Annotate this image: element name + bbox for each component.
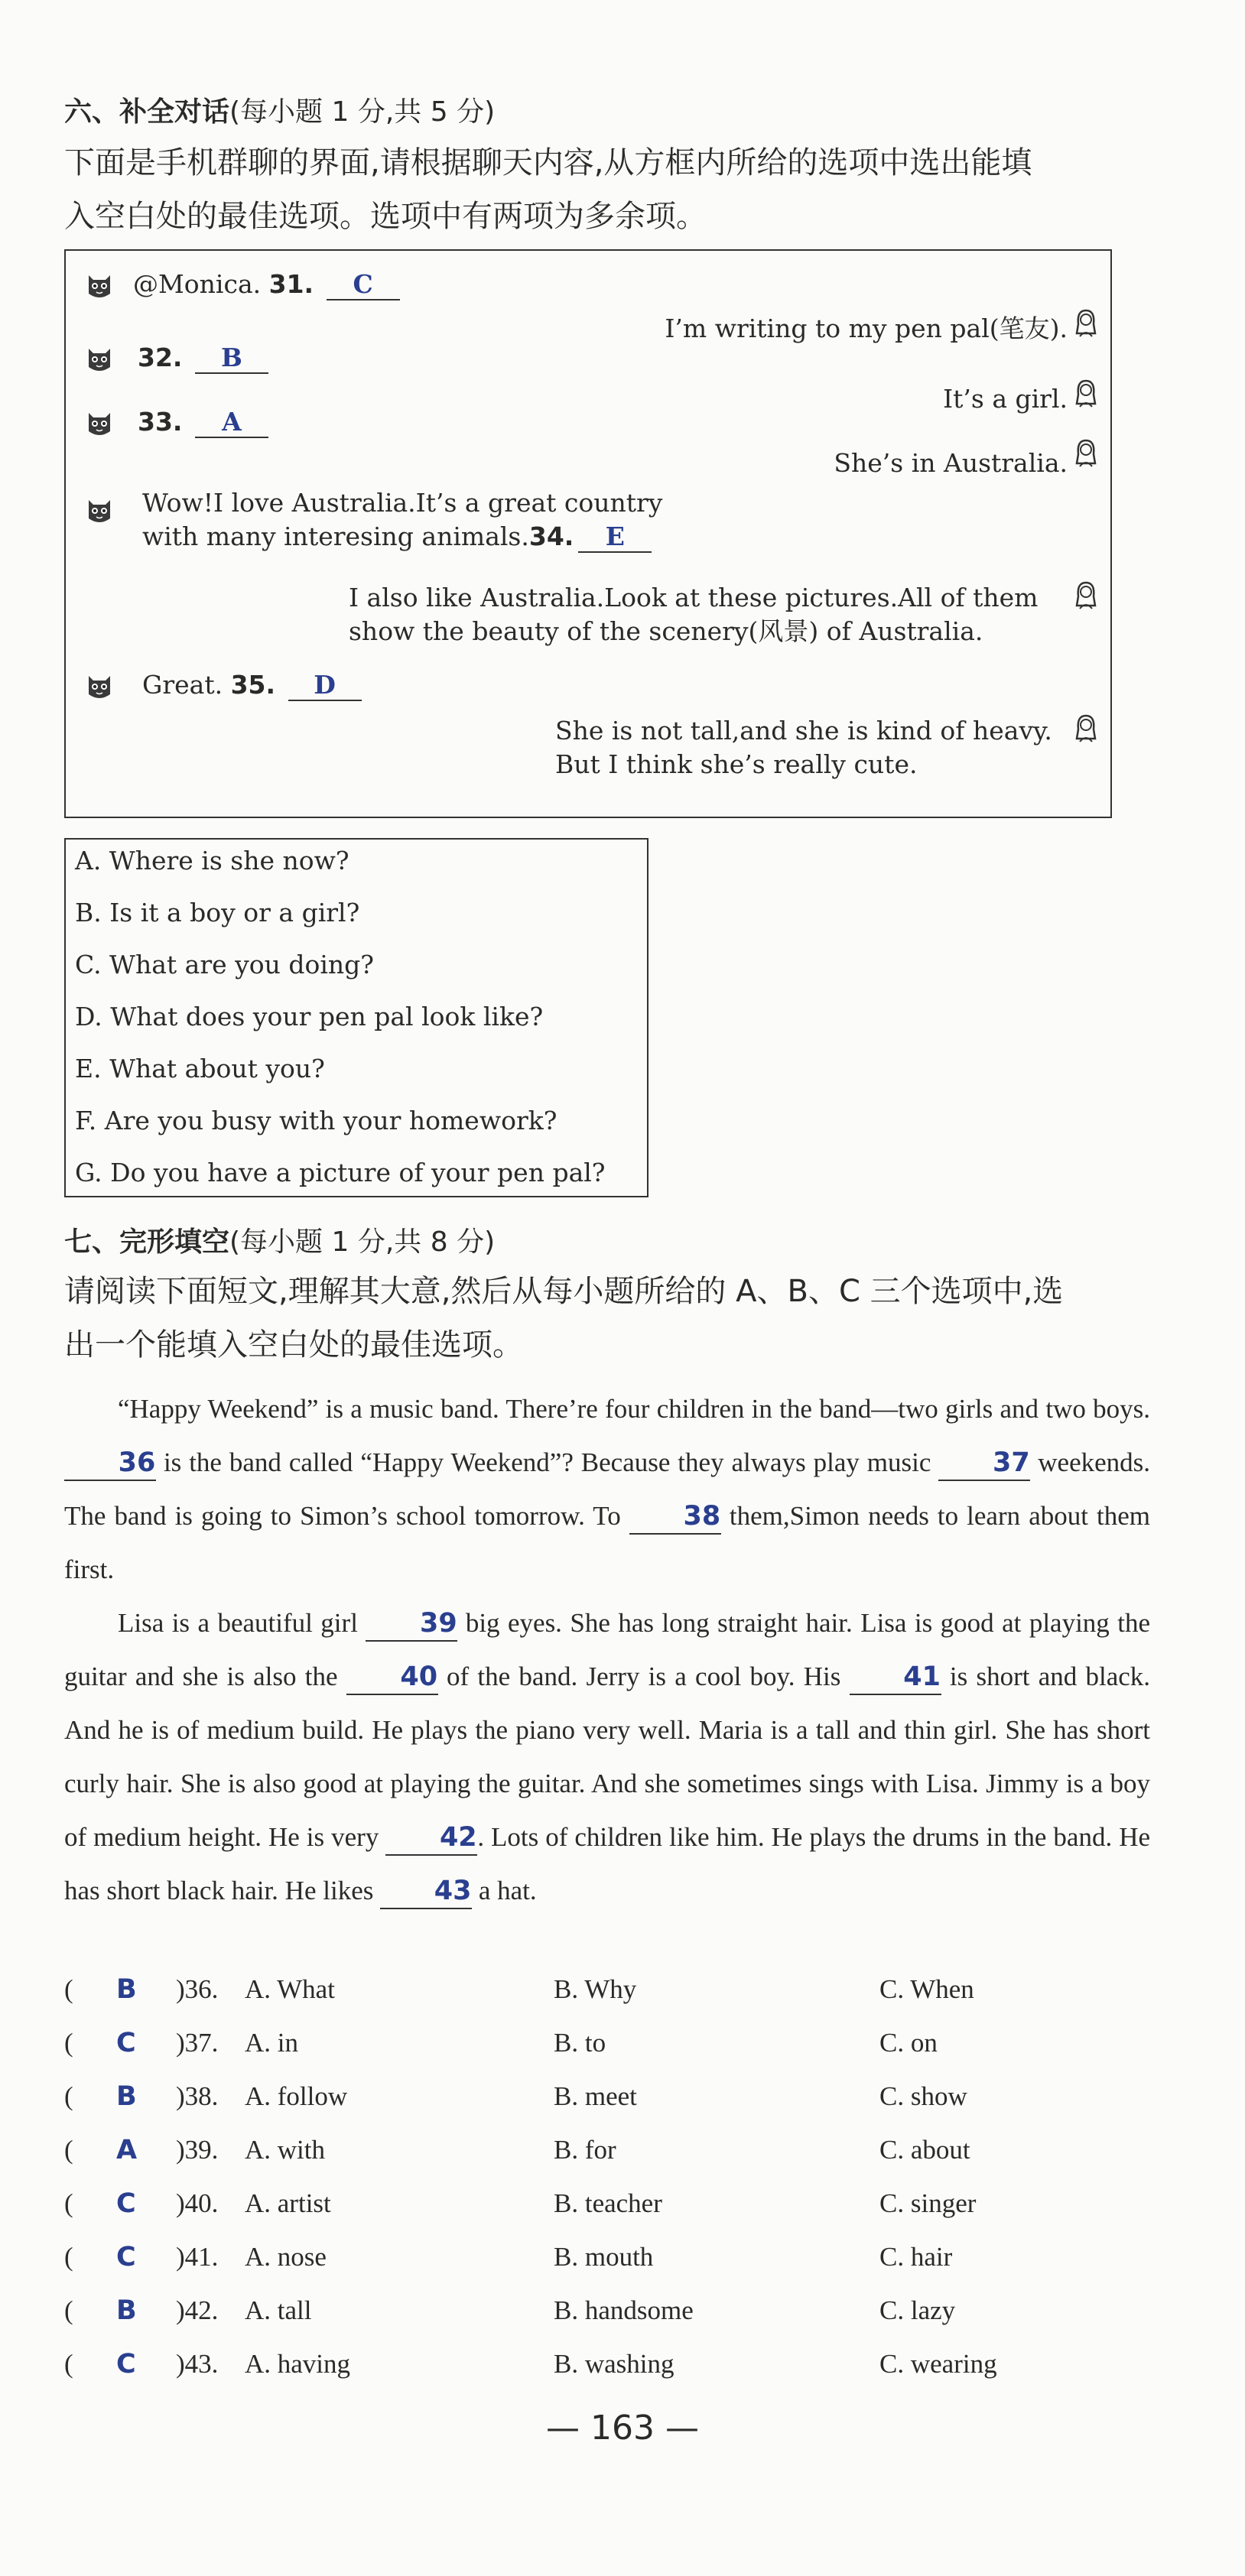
choice-b: B. handsome — [554, 2295, 694, 2325]
section6-score: (每小题 1 分,共 5 分) — [229, 96, 496, 128]
section6-title — [64, 90, 495, 129]
choice-c: C. hair — [879, 2242, 953, 2272]
option-b: B. Is it a boy or a girl? — [75, 898, 360, 927]
chat-msg-text: @Monica. — [133, 269, 262, 299]
option-d: D. What does your pen pal look like? — [75, 1002, 544, 1031]
section7-instruction-line1: 请阅读下面短文,理解其大意,然后从每小题所给的 A、B、C 三个选项中,选 — [64, 1274, 1064, 1309]
section7-instruction-line2: 出一个能填入空白处的最佳选项。 — [64, 1327, 523, 1363]
cat-avatar-icon — [86, 495, 113, 526]
question-number: 32. — [138, 343, 183, 372]
passage-text: Lisa is a beautiful girl — [118, 1608, 358, 1638]
question-number: 31. — [268, 269, 314, 299]
chat-msg-line: Wow!I love Australia.It’s a great country — [142, 488, 663, 518]
open-paren: ( — [64, 2349, 73, 2379]
passage-paragraph-1 — [64, 1382, 1150, 1597]
chat-reply-2: It’s a girl. — [943, 384, 1068, 414]
open-paren: ( — [64, 2188, 73, 2218]
chat-msg-line: But I think she’s really cute. — [555, 749, 918, 779]
chat-msg-text: Great. — [142, 670, 223, 700]
section6-title-text: 六、补全对话 — [64, 96, 230, 128]
blank-36: 36 — [64, 1446, 156, 1481]
chat-box — [64, 249, 1112, 818]
question-number: )42. — [176, 2295, 219, 2325]
question-row — [64, 2349, 1150, 2402]
choice-a: A. What — [245, 1974, 335, 2004]
open-paren: ( — [64, 2028, 73, 2058]
girl-avatar-icon — [1072, 713, 1100, 743]
answer-letter: C — [116, 2028, 136, 2058]
blank-43: 43 — [380, 1874, 472, 1909]
answer-33: A — [195, 408, 268, 438]
option-a: A. Where is she now? — [75, 846, 349, 875]
cat-avatar-icon — [86, 271, 113, 301]
passage-text: a hat. — [478, 1876, 537, 1905]
answer-35: D — [288, 671, 362, 701]
section7-title — [64, 1220, 495, 1259]
chat-msg-line: I also like Australia.Look at these pictures.All of them — [349, 583, 1039, 612]
answer-letter: C — [116, 2242, 136, 2272]
chat-msg-31 — [133, 268, 400, 301]
choice-c: C. wearing — [879, 2349, 997, 2379]
passage-text: of the band. Jerry is a cool boy. His — [447, 1662, 841, 1691]
section6-instruction — [64, 136, 1032, 243]
blank-39: 39 — [366, 1606, 457, 1642]
answer-32: B — [195, 343, 268, 374]
blank-40: 40 — [346, 1660, 438, 1695]
choice-b: B. washing — [554, 2349, 675, 2379]
chat-msg-33 — [138, 405, 268, 439]
choice-b: B. meet — [554, 2081, 637, 2111]
question-row — [64, 2242, 1150, 2295]
chat-msg-line: with many interesing animals. — [142, 521, 529, 551]
passage-text: big eyes. She has long straight hair. Lisa is good at playing the guitar and she is also the — [64, 1608, 1151, 1691]
answer-letter: B — [116, 1974, 137, 2005]
question-number: )36. — [176, 1974, 219, 2004]
option-c: C. What are you doing? — [75, 950, 374, 979]
question-row — [64, 2188, 1150, 2242]
choice-a: A. follow — [245, 2081, 348, 2111]
option-g: G. Do you have a picture of your pen pal? — [75, 1158, 606, 1187]
choice-a: A. having — [245, 2349, 351, 2379]
section6-instruction-line2: 入空白处的最佳选项。选项中有两项为多余项。 — [64, 199, 707, 234]
chat-msg-32 — [138, 341, 268, 375]
choice-b: B. Why — [554, 1974, 637, 2004]
choice-a: A. tall — [245, 2295, 312, 2325]
blank-37: 37 — [938, 1446, 1030, 1481]
answer-31: C — [327, 270, 400, 300]
choice-b: B. teacher — [554, 2188, 662, 2218]
choice-c: C. singer — [879, 2188, 977, 2218]
chat-reply-3: She’s in Australia. — [834, 448, 1068, 478]
option-f: F. Are you busy with your homework? — [75, 1106, 557, 1135]
open-paren: ( — [64, 2242, 73, 2272]
section7-score: (每小题 1 分,共 8 分) — [229, 1226, 496, 1258]
answer-34: E — [578, 522, 652, 553]
passage-paragraph-2 — [64, 1597, 1150, 1918]
choice-c: C. When — [879, 1974, 974, 2004]
choice-a: A. with — [245, 2135, 325, 2165]
question-number: )40. — [176, 2188, 219, 2218]
girl-avatar-icon — [1072, 378, 1100, 408]
question-number: )39. — [176, 2135, 219, 2165]
passage-text: them,Simon needs to learn about them first. — [64, 1501, 1151, 1584]
passage-text: . Lots of children like him. He plays the drums in the band. He has short black hair. He likes — [64, 1822, 1151, 1905]
question-number: )38. — [176, 2081, 219, 2111]
question-number: 35. — [230, 670, 276, 700]
question-row — [64, 2135, 1150, 2188]
answer-letter: B — [116, 2295, 137, 2326]
girl-avatar-icon — [1072, 437, 1100, 468]
choice-b: B. for — [554, 2135, 616, 2165]
answer-letter: C — [116, 2188, 136, 2219]
open-paren: ( — [64, 1974, 73, 2004]
question-number: )41. — [176, 2242, 219, 2272]
question-number: )37. — [176, 2028, 219, 2058]
blank-42: 42 — [385, 1821, 477, 1856]
choice-c: C. show — [879, 2081, 967, 2111]
chat-msg-line: show the beauty of the scenery(风景) of Australia. — [349, 616, 983, 646]
question-row — [64, 2081, 1150, 2135]
choice-a: A. artist — [245, 2188, 331, 2218]
passage-text: is the band called “Happy Weekend”? Because they always play music — [163, 1447, 931, 1477]
question-row — [64, 2028, 1150, 2081]
choice-b: B. to — [554, 2028, 606, 2058]
open-paren: ( — [64, 2081, 73, 2111]
girl-avatar-icon — [1072, 580, 1100, 610]
choice-a: A. in — [245, 2028, 298, 2058]
cat-avatar-icon — [86, 344, 113, 375]
blank-41: 41 — [850, 1660, 941, 1695]
answer-letter: A — [116, 2135, 138, 2165]
choice-b: B. mouth — [554, 2242, 654, 2272]
section7-instruction — [64, 1265, 1063, 1372]
option-e: E. What about you? — [75, 1054, 325, 1083]
chat-reply-5 — [555, 714, 1052, 781]
girl-avatar-icon — [1072, 307, 1100, 338]
cat-avatar-icon — [86, 671, 113, 702]
chat-msg-34 — [142, 486, 662, 554]
passage-text: is short and black. And he is of medium build. He plays the piano very well. Maria is a tall and thin girl. She has short curly hair. She is also good at playing the guitar. And she sometimes sings with Lisa. Jimmy is a boy of medium height. He is very — [64, 1662, 1151, 1852]
chat-msg-35 — [142, 668, 362, 702]
section7-title-text: 七、完形填空 — [64, 1226, 230, 1258]
question-number: 33. — [138, 407, 183, 437]
open-paren: ( — [64, 2135, 73, 2165]
question-row — [64, 1974, 1150, 2028]
chat-reply-1: I’m writing to my pen pal(笔友). — [665, 313, 1068, 343]
chat-msg-line: She is not tall,and she is kind of heavy. — [555, 716, 1052, 746]
choice-c: C. about — [879, 2135, 970, 2165]
passage-text: “Happy Weekend” is a music band. There’re four children in the band—two girls and two boys. — [118, 1394, 1150, 1424]
options-box — [64, 838, 649, 1197]
passage-text: weekends. The band is going to Simon’s school tomorrow. To — [64, 1447, 1151, 1531]
question-row — [64, 2295, 1150, 2349]
blank-38: 38 — [629, 1499, 721, 1535]
chat-reply-4 — [349, 581, 1038, 648]
choice-c: C. lazy — [879, 2295, 956, 2325]
answer-letter: B — [116, 2081, 137, 2112]
question-number: 34. — [528, 521, 574, 551]
choice-c: C. on — [879, 2028, 938, 2058]
open-paren: ( — [64, 2295, 73, 2325]
answer-letter: C — [116, 2349, 136, 2379]
page-number: — 163 — — [546, 2409, 699, 2448]
cat-avatar-icon — [86, 408, 113, 439]
question-number: )43. — [176, 2349, 219, 2379]
section6-instruction-line1: 下面是手机群聊的界面,请根据聊天内容,从方框内所给的选项中选出能填 — [64, 145, 1032, 180]
choice-a: A. nose — [245, 2242, 327, 2272]
